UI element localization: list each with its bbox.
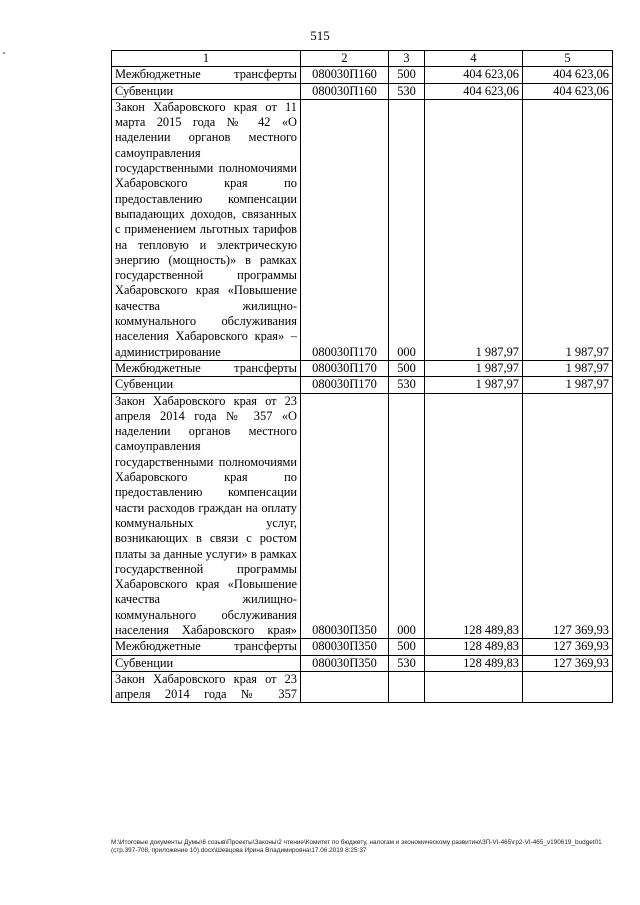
budget-table [111, 50, 613, 703]
page-number: 515 [310, 28, 330, 43]
row-value-1: 128 489,83 [425, 655, 523, 671]
row-code: 080030П160 [301, 83, 389, 99]
row-type [389, 671, 425, 703]
row-code: 080030П160 [301, 67, 389, 83]
header-col-5: 5 [523, 51, 613, 67]
table-header-row [112, 51, 613, 67]
row-name: Субвенции [112, 655, 301, 671]
row-type: 530 [389, 83, 425, 99]
row-code: 080030П350 [301, 655, 389, 671]
row-code [301, 671, 389, 703]
row-value-2: 1 987,97 [523, 377, 613, 393]
row-name: Закон Хабаровского края от 23 апреля 2014 года № 357 «О наделении органов местного самоуправления государственными полномочиями Хабаровского края по предоставлению компенсации части расходов граждан на оплату коммунальных услуг, возникающих в связи с ростом платы за данные услуги» в рамках государственной программы Хабаровского края «Повышение качества жилищно-коммунального обслуживания населения Хабаровского края» [112, 393, 301, 639]
row-value-1 [425, 671, 523, 703]
row-code: 080030П170 [301, 99, 389, 360]
row-value-1: 128 489,83 [425, 393, 523, 639]
row-type: 530 [389, 655, 425, 671]
table-row [112, 393, 613, 639]
table-row [112, 67, 613, 83]
row-code: 080030П170 [301, 377, 389, 393]
row-name: Субвенции [112, 377, 301, 393]
row-type: 500 [389, 639, 425, 655]
table-row [112, 655, 613, 671]
row-code: 080030П350 [301, 393, 389, 639]
table-row [112, 639, 613, 655]
table-row [112, 671, 613, 703]
row-value-1: 1 987,97 [425, 377, 523, 393]
row-value-2: 127 369,93 [523, 655, 613, 671]
row-value-1: 404 623,06 [425, 83, 523, 99]
row-name: Межбюджетные трансферты [112, 67, 301, 83]
row-type: 530 [389, 377, 425, 393]
table-row [112, 83, 613, 99]
row-type: 000 [389, 393, 425, 639]
header-col-3: 3 [389, 51, 425, 67]
table-row [112, 377, 613, 393]
row-value-2: 127 369,93 [523, 393, 613, 639]
row-value-1: 1 987,97 [425, 99, 523, 360]
row-name: Межбюджетные трансферты [112, 360, 301, 376]
row-name: Субвенции [112, 83, 301, 99]
row-value-2: 1 987,97 [523, 99, 613, 360]
row-type: 500 [389, 67, 425, 83]
row-value-1: 404 623,06 [425, 67, 523, 83]
row-value-2: 1 987,97 [523, 360, 613, 376]
row-code: 080030П350 [301, 639, 389, 655]
row-name: Межбюджетные трансферты [112, 639, 301, 655]
row-value-2: 127 369,93 [523, 639, 613, 655]
row-name: Закон Хабаровского края от 23 апреля 2014 года № 357 [112, 671, 301, 703]
row-type: 000 [389, 99, 425, 360]
header-col-1: 1 [112, 51, 301, 67]
row-value-1: 1 987,97 [425, 360, 523, 376]
row-value-1: 128 489,83 [425, 639, 523, 655]
header-col-4: 4 [425, 51, 523, 67]
row-code: 080030П170 [301, 360, 389, 376]
document-path-footer: М:\Итоговые документы Думы\6 созыв\Проекты\Законы\2 чтение\Комитет по бюджету, налогам и экономическому развитию\ЗП-VI-465\гр2-VI-465_v190619_budget01 (стр.397-708, приложение 10).docx\Шевцова Ирина Владимировна\17.06.2019 8:25:37 [111, 839, 602, 854]
row-type: 500 [389, 360, 425, 376]
margin-mark [3, 52, 5, 54]
header-col-2: 2 [301, 51, 389, 67]
row-name: Закон Хабаровского края от 11 марта 2015 года № 42 «О наделении органов местного самоуправления государственными полномочиями Хабаровского края по предоставлению компенсации выпадающих доходов, связанных с применением льготных тарифов на тепловую и электрическую энергию (мощность)» в рамках государственной программы Хабаровского края «Повышение качества жилищно-коммунального обслуживания населения Хабаровского края» – администрирование [112, 99, 301, 360]
row-value-2 [523, 671, 613, 703]
table-row [112, 99, 613, 360]
row-value-2: 404 623,06 [523, 83, 613, 99]
row-value-2: 404 623,06 [523, 67, 613, 83]
table-row [112, 360, 613, 376]
